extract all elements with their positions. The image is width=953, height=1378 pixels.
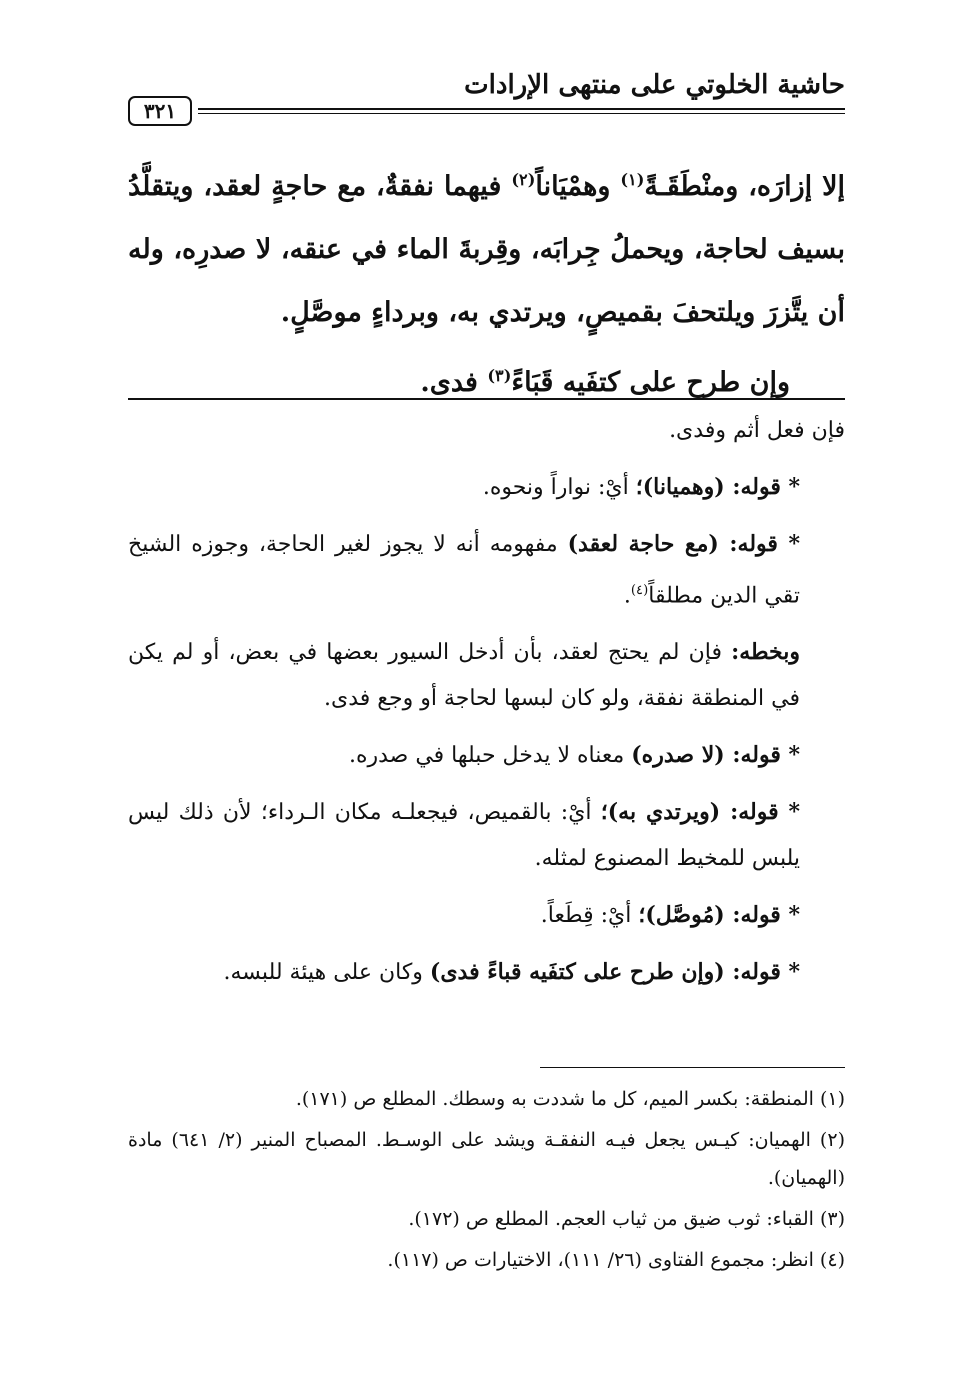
footnote-item: (٣) القباء: ثوب ضيق من ثياب العجم. المطلع ص (١٧٢). [408, 1208, 845, 1230]
page-number: ٣٢١ [128, 96, 192, 126]
text-separator-rule [128, 398, 845, 400]
footnote-marker: (٤) [630, 583, 649, 598]
commentary [128, 408, 845, 1006]
commentary-lemma: * قوله: (ويرتدي به)؛ [600, 799, 800, 826]
commentary-text: أيْ: بالقميص، فيجعلـه مكان الـرداء؛ لأن ذلك ليس يلبس للمخيط المصنوع لمثله. [128, 800, 800, 872]
footnotes [128, 1080, 845, 1282]
commentary-lemma: * قوله: (وهميانا)؛ [635, 474, 800, 500]
commentary-text: فإن لم يحتج لعقد، بأن أدخل السيور بعضها في بعض، أو لم يكن في المنطقة نفقة، ولو كان لبسها لحاجة أو وجع فدى. [128, 640, 800, 712]
commentary-text: أيْ: نواراً ونحوه. [482, 475, 636, 500]
main-text [128, 148, 845, 414]
commentary-text: معناه لا يدخل حبلها في صدره. [348, 743, 632, 769]
main-text-segment: فيهما نفقةٌ، مع حاجةٍ لعقد، ويتقلَّدُ بسيف لحاجة، ويحملُ جِرابَه، وقِربةَ الماء في عنقه، لا صدرِه، وله أن يتَّزرَ ويلتحفَ بقميصٍ، ويرتدي به، وبرداءٍ موصَّلٍ. [128, 171, 845, 328]
commentary-paragraph: فإن فعل أثم وفدى. [669, 418, 845, 443]
commentary-lemma: وبخطه: [731, 639, 800, 666]
main-text-paragraph [128, 344, 845, 414]
commentary-paragraph [128, 521, 845, 619]
main-text-segment: وهمْيَاناً [535, 171, 621, 202]
header-rule [198, 108, 845, 110]
commentary-lemma: * قوله: (مع حاجة لعقد) [567, 531, 800, 557]
commentary-lemma: * قوله: (مُوصَّل)؛ [638, 902, 800, 929]
main-text-segment: فدى. [420, 367, 488, 398]
footnote-marker: (٣) [487, 366, 512, 385]
running-header-title: حاشية الخلوتي على منتهى الإرادات [464, 70, 845, 100]
header-rule-thin [198, 113, 845, 114]
commentary-paragraph [128, 892, 845, 939]
commentary-paragraph [128, 949, 845, 996]
footnote-item: (٤) انظر: مجموع الفتاوى (٢٦/ ١١١)، الاختيارات ص (١١٧). [387, 1249, 845, 1271]
commentary-paragraph [128, 732, 845, 779]
commentary-lemma: * قوله: (لا صدره) [631, 742, 800, 769]
footnote-item: (١) المنطقة: بكسر الميم، كل ما شددت به وسطك. المطلع ص (١٧١). [295, 1088, 845, 1110]
commentary-lemma: * قوله: (وإن طرح على كتفَيه قباءً فدى) [429, 959, 800, 986]
footnote-marker: (٢) [511, 170, 536, 189]
footnote-rule [540, 1067, 845, 1068]
commentary-paragraph [128, 464, 845, 511]
footnote-item: (٢) الهميان: كيـس يجعل فيـه النفقـة ويشد على الوسـط. المصباح المنير (٢/ ٦٤١) مادة (الهميان). [128, 1129, 845, 1189]
footnote-marker: (١) [620, 170, 645, 189]
commentary-text: أيْ: قِطَعاً. [540, 903, 639, 929]
main-text-paragraph [128, 148, 845, 344]
commentary-text: مفهومه أنه لا يجوز لغير الحاجة، وجوزه الشيخ تقي الدين مطلقاً [128, 532, 800, 609]
commentary-text: وكان على هيئة للبسه. [223, 960, 430, 986]
commentary-text: . [623, 583, 631, 609]
commentary-paragraph [128, 629, 845, 722]
main-text-segment: إلا إزارَه، ومنْطَقَـةً [644, 171, 845, 202]
commentary-paragraph [128, 789, 845, 882]
main-text-segment: وإن طرح على كتفَيه قَبَاءً [511, 367, 790, 398]
